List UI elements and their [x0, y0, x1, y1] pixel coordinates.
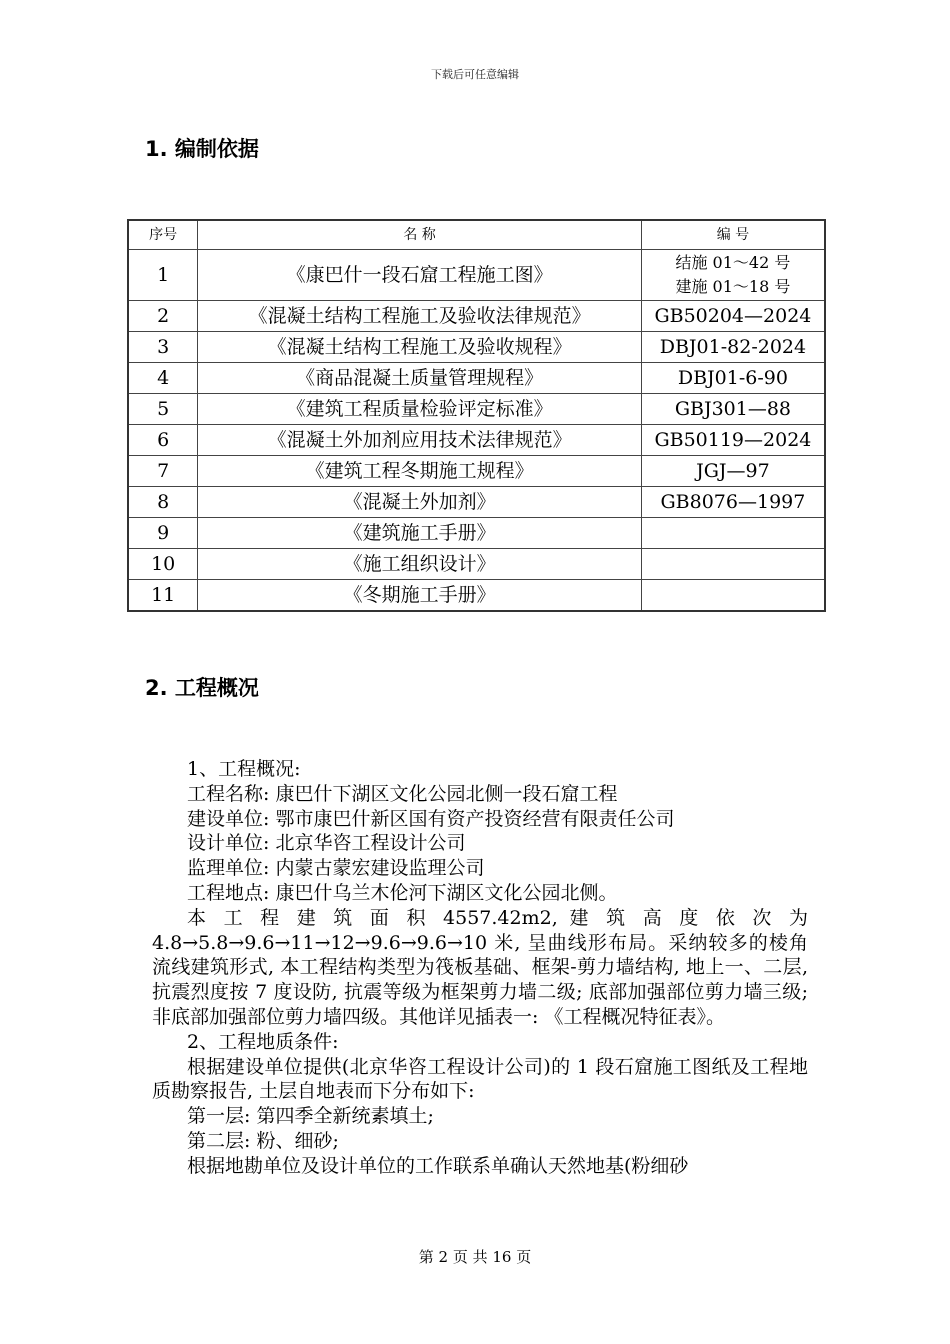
row-no: 11	[128, 580, 198, 612]
row-code: JGJ—97	[641, 456, 825, 487]
row-code: GB8076—1997	[641, 487, 825, 518]
row-no: 7	[128, 456, 198, 487]
row-no: 9	[128, 518, 198, 549]
section-title-overview: 2. 工程概况	[145, 676, 259, 700]
row-code-line: 建施 01～18 号	[675, 277, 791, 296]
row-code: GB50119—2024	[641, 425, 825, 456]
row-code	[641, 580, 825, 612]
supervisor-line: 监理单位: 内蒙古蒙宏建设监理公司	[187, 857, 485, 880]
row-name: 《混凝土结构工程施工及验收规程》	[198, 332, 642, 363]
row-no: 2	[128, 301, 198, 332]
row-no: 10	[128, 549, 198, 580]
row-name: 《混凝土外加剂应用技术法律规范》	[198, 425, 642, 456]
row-name: 《建筑工程质量检验评定标准》	[198, 394, 642, 425]
table-header-row	[128, 220, 825, 250]
row-code	[641, 518, 825, 549]
geology-subheading: 2、工程地质条件:	[187, 1030, 339, 1053]
row-name: 《混凝土结构工程施工及验收法律规范》	[198, 301, 642, 332]
table-row	[128, 301, 825, 332]
row-code: GB50204—2024	[641, 301, 825, 332]
table-row	[128, 425, 825, 456]
table-row	[128, 518, 825, 549]
page-number: 第 2 页 共 16 页	[418, 1248, 532, 1266]
page-header-note: 下载后可任意编辑	[431, 68, 519, 81]
layer-one-line: 第一层: 第四季全新统素填土;	[187, 1105, 434, 1128]
table-row	[128, 456, 825, 487]
row-code: DBJ01-6-90	[641, 363, 825, 394]
table-row	[128, 363, 825, 394]
basis-table	[127, 219, 826, 612]
row-no: 5	[128, 394, 198, 425]
project-name-line: 工程名称: 康巴什下湖区文化公园北侧一段石窟工程	[187, 782, 618, 805]
area-line: 本 工 程 建 筑 面 积 4557.42m2, 建 筑 高 度 依 次 为	[187, 906, 808, 929]
row-no: 8	[128, 487, 198, 518]
row-no: 3	[128, 332, 198, 363]
geology-paragraph: 根据建设单位提供(北京华咨工程设计公司)的 1 段石窟施工图纸及工程地质勘察报告, 土层自地表而下分布如下:	[152, 1055, 808, 1103]
row-code: DBJ01-82-2024	[641, 332, 825, 363]
table-row	[128, 250, 825, 301]
layer-two-line: 第二层: 粉、细砂;	[187, 1129, 339, 1152]
row-no: 1	[128, 250, 198, 301]
overview-body	[152, 757, 808, 1179]
table-row	[128, 394, 825, 425]
header-no: 序号	[128, 220, 198, 250]
table-row	[128, 487, 825, 518]
header-code: 编 号	[641, 220, 825, 250]
header-name: 名 称	[198, 220, 642, 250]
row-name: 《混凝土外加剂》	[198, 487, 642, 518]
row-no: 6	[128, 425, 198, 456]
row-code: GBJ301—88	[641, 394, 825, 425]
designer-line: 设计单位: 北京华咨工程设计公司	[187, 832, 466, 855]
owner-line: 建设单位: 鄂市康巴什新区国有资产投资经营有限责任公司	[187, 807, 675, 830]
table-row	[128, 332, 825, 363]
section-title-basis: 1. 编制依据	[145, 137, 259, 161]
foundation-line: 根据地勘单位及设计单位的工作联系单确认天然地基(粉细砂	[187, 1154, 689, 1177]
row-name: 《施工组织设计》	[198, 549, 642, 580]
row-code-line: 结施 01～42 号	[675, 253, 791, 272]
table-row	[128, 549, 825, 580]
row-no: 4	[128, 363, 198, 394]
row-name: 《康巴什一段石窟工程施工图》	[198, 250, 642, 301]
row-code	[641, 250, 825, 301]
row-name: 《建筑施工手册》	[198, 518, 642, 549]
structure-paragraph: 4.8→5.8→9.6→11→12→9.6→9.6→10 米, 呈曲线形布局。采纳较多的棱角流线建筑形式, 本工程结构类型为筏板基础、框架-剪力墙结构, 地上一、二层, 抗震烈度按 7 度设防, 抗震等级为框架剪力墙二级; 底部加强部位剪力墙三级; 非底部加强部位剪力墙四级。其他详见插表一: 《工程概况特征表》。	[152, 931, 808, 1028]
overview-subheading: 1、工程概况:	[187, 758, 301, 780]
location-line: 工程地点: 康巴什乌兰木伦河下湖区文化公园北侧。	[187, 881, 618, 904]
row-code	[641, 549, 825, 580]
row-name: 《建筑工程冬期施工规程》	[198, 456, 642, 487]
row-name: 《冬期施工手册》	[198, 580, 642, 612]
row-name: 《商品混凝土质量管理规程》	[198, 363, 642, 394]
table-row	[128, 580, 825, 612]
